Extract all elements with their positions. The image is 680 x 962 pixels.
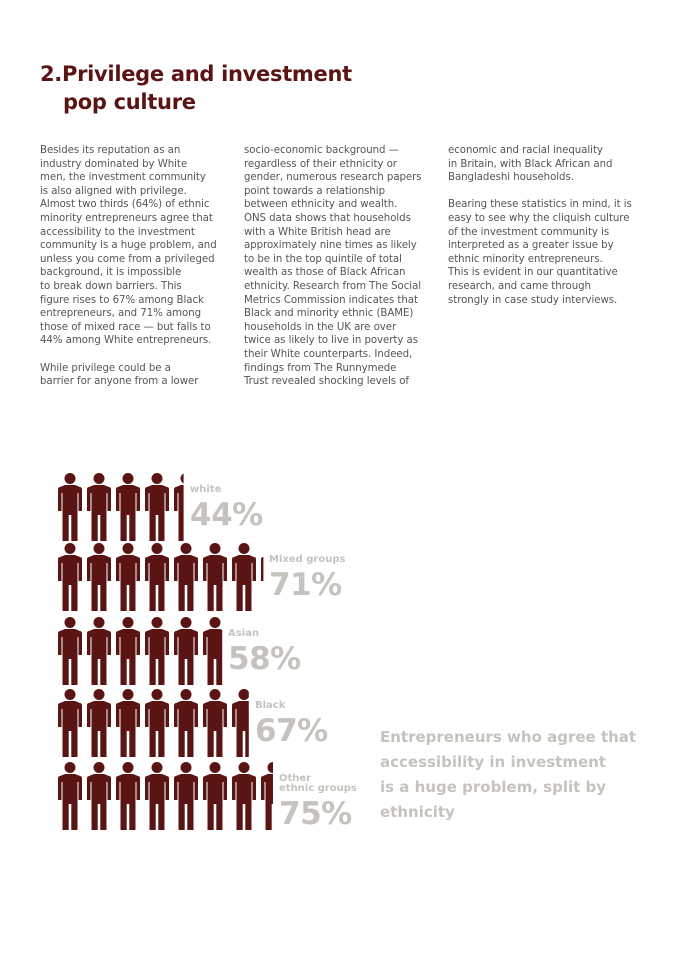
text-line: accessibility to the investment (40, 226, 195, 238)
person-icon (58, 617, 82, 685)
page-title-line-1: 2.Privilege and investment (40, 62, 352, 86)
person-icon (145, 762, 169, 830)
ethnicity-label: Other (279, 773, 312, 784)
text-line: figure rises to 67% among Black (40, 294, 204, 306)
text-column-3 (448, 144, 644, 321)
figure-row (58, 762, 285, 830)
percentage-value: 67% (255, 713, 328, 749)
text-line: ethnicity. Research from The Social (244, 280, 422, 292)
text-line: ONS data shows that households (244, 212, 411, 224)
text-line: industry dominated by White (40, 158, 188, 170)
text-line: approximately nine times as likely (244, 240, 417, 252)
person-icon (145, 617, 169, 685)
infographic-caption (380, 725, 650, 825)
text-column-1 (40, 144, 236, 402)
text-line: minority entrepreneurs agree that (40, 212, 213, 224)
paragraph (448, 198, 644, 307)
person-icon (116, 473, 140, 541)
person-icon (232, 543, 256, 611)
text-line: households in the UK are over (244, 321, 397, 333)
person-icon (116, 543, 140, 611)
person-icon (145, 689, 169, 757)
ethnicity-label: Black (255, 700, 286, 711)
text-line: 44% among White entrepreneurs. (40, 335, 212, 347)
figure-row (58, 473, 198, 541)
text-line: Besides its reputation as an (40, 145, 181, 156)
text-line: research, and came through (448, 280, 591, 292)
person-icon (116, 762, 140, 830)
paragraph (40, 362, 236, 389)
text-line: socio-economic background — (244, 145, 399, 156)
figure-row (58, 543, 285, 611)
ethnicity-label: Mixed groups (269, 554, 346, 565)
person-icon (203, 543, 227, 611)
text-line: unless you come from a privileged (40, 253, 215, 265)
paragraph (40, 144, 236, 348)
text-line: men, the investment community (40, 172, 206, 184)
text-line: community is a huge problem, and (40, 240, 217, 252)
person-icon (203, 762, 227, 830)
person-icon (232, 762, 256, 830)
person-icon (58, 543, 82, 611)
ethnicity-label: white (190, 484, 222, 495)
text-line: to break down barriers. This (40, 280, 182, 292)
text-line: Almost two thirds (64%) of ethnic (40, 199, 210, 211)
person-icon (87, 473, 111, 541)
text-line: Bearing these statistics in mind, it is (448, 199, 632, 211)
text-line: barrier for anyone from a lower (40, 376, 199, 388)
page-title-line-2: pop culture (63, 90, 196, 114)
paragraph (244, 144, 440, 389)
text-line: is also aligned with privilege. (40, 185, 187, 197)
text-column-2 (244, 144, 440, 402)
text-line: While privilege could be a (40, 362, 171, 374)
text-line: easy to see why the cliquish culture (448, 212, 630, 224)
page-title (40, 60, 352, 116)
text-line: interpreted as a greater issue by (448, 240, 614, 252)
person-icon (116, 689, 140, 757)
person-icon (174, 762, 198, 830)
caption-line: Entrepreneurs who agree that (380, 728, 637, 746)
text-line: entrepreneurs, and 71% among (40, 308, 202, 320)
text-line: strongly in case study interviews. (448, 294, 618, 306)
person-icon (174, 543, 198, 611)
person-icon (174, 689, 198, 757)
text-line: background, it is impossible (40, 267, 182, 279)
percentage-value: 75% (279, 796, 352, 832)
caption-line: accessibility in investment (380, 753, 606, 771)
text-line: those of mixed race — but falls to (40, 321, 211, 333)
text-line: to be in the top quintile of total (244, 253, 402, 265)
text-line: point towards a relationship (244, 185, 386, 197)
person-icon (58, 762, 82, 830)
person-icon (145, 473, 169, 541)
figure-row (58, 689, 256, 757)
person-icon (116, 617, 140, 685)
percentage-value: 58% (228, 641, 301, 677)
figure-row (58, 617, 227, 685)
text-line: findings from The Runnymede (244, 362, 397, 374)
text-line: Black and minority ethnic (BAME) (244, 308, 414, 320)
person-icon (203, 689, 227, 757)
percentage-value: 71% (269, 567, 342, 603)
text-line: This is evident in our quantitative (448, 267, 618, 279)
person-icon (87, 543, 111, 611)
person-icon (145, 543, 169, 611)
text-line: in Britain, with Black African and (448, 158, 613, 170)
person-icon (58, 473, 82, 541)
text-line: their White counterparts. Indeed, (244, 348, 413, 360)
percentage-value: 44% (190, 497, 263, 533)
person-icon (174, 617, 198, 685)
person-icon (203, 617, 227, 685)
text-line: Metrics Commission indicates that (244, 294, 418, 306)
text-line: economic and racial inequality (448, 145, 603, 156)
person-icon (87, 617, 111, 685)
paragraph (448, 144, 644, 185)
person-icon (87, 689, 111, 757)
person-icon (87, 762, 111, 830)
caption-line: ethnicity (380, 803, 455, 821)
text-line: Bangladeshi households. (448, 172, 574, 184)
text-line: between ethnicity and wealth. (244, 199, 398, 211)
caption-line: is a huge problem, split by (380, 778, 607, 796)
text-line: ethnic minority entrepreneurs. (448, 253, 603, 265)
ethnicity-label: ethnic groups (279, 783, 357, 794)
ethnicity-label: Asian (228, 628, 259, 639)
text-line: wealth as those of Black African (244, 267, 406, 279)
text-line: twice as likely to live in poverty as (244, 335, 418, 347)
person-icon (232, 689, 256, 757)
text-line: of the investment community is (448, 226, 610, 238)
text-line: gender, numerous research papers (244, 172, 422, 184)
text-line: with a White British head are (244, 226, 391, 238)
text-line: Trust revealed shocking levels of (244, 376, 409, 388)
text-line: regardless of their ethnicity or (244, 158, 397, 170)
person-icon (58, 689, 82, 757)
